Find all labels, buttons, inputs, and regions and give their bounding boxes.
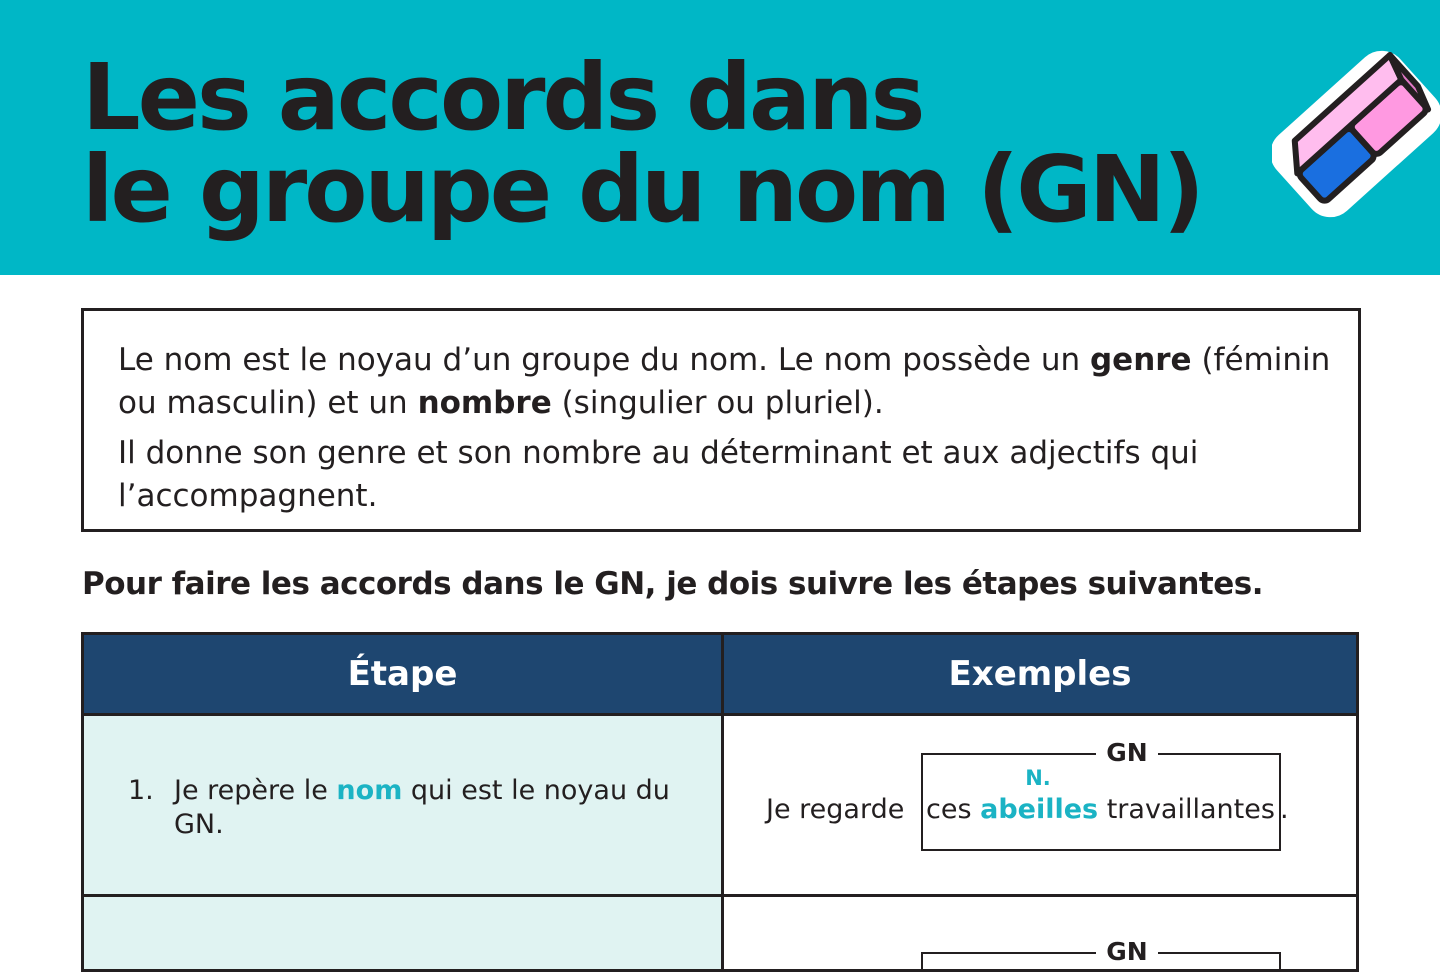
page-title-line-2: le groupe du nom (GN) (82, 136, 1202, 243)
title-banner (0, 0, 1440, 275)
step-number: 1. (128, 775, 154, 806)
step-description (174, 774, 674, 842)
step-keyword: nom (336, 775, 403, 806)
step-cell (84, 897, 721, 972)
definition-text: Le nom est le noyau d’un groupe du nom. Le nom possède un (118, 342, 1090, 378)
steps-table (81, 632, 1359, 972)
row-divider (84, 894, 1359, 897)
definition-paragraph-1 (118, 339, 1338, 425)
column-header-examples: Exemples (724, 635, 1356, 713)
example-determiner: ces (926, 794, 981, 825)
example-noun: abeilles (980, 794, 1099, 825)
definition-box (81, 308, 1361, 532)
step-text: qui est le noyau du GN. (174, 775, 670, 840)
example-prefix: Je regarde (766, 794, 905, 825)
gn-label: GN (1096, 736, 1158, 770)
keyword-genre: genre (1089, 342, 1192, 378)
example-adjective: travaillantes (1098, 794, 1275, 825)
row-divider (84, 713, 1359, 716)
gn-label: GN (1096, 935, 1158, 969)
definition-text: (singulier ou pluriel). (551, 385, 884, 421)
step-text: Je repère le (174, 775, 337, 806)
example-noun-group (926, 793, 1275, 827)
keyword-nombre: nombre (417, 385, 552, 421)
eraser-icon (1272, 40, 1440, 220)
page-title (82, 44, 1202, 243)
column-header-step: Étape (84, 635, 721, 713)
definition-text: (féminin ou masculin) et un (118, 342, 1331, 421)
column-divider (721, 635, 724, 972)
page-title-line-1: Les accords dans (82, 44, 923, 151)
noun-tag: N. (1025, 766, 1051, 790)
example-end-punctuation: . (1280, 794, 1289, 825)
definition-paragraph-2: Il donne son genre et son nombre au déterminant et aux adjectifs qui l’accompagnent. (118, 435, 1199, 514)
steps-heading: Pour faire les accords dans le GN, je dois suivre les étapes suivantes. (82, 566, 1264, 602)
